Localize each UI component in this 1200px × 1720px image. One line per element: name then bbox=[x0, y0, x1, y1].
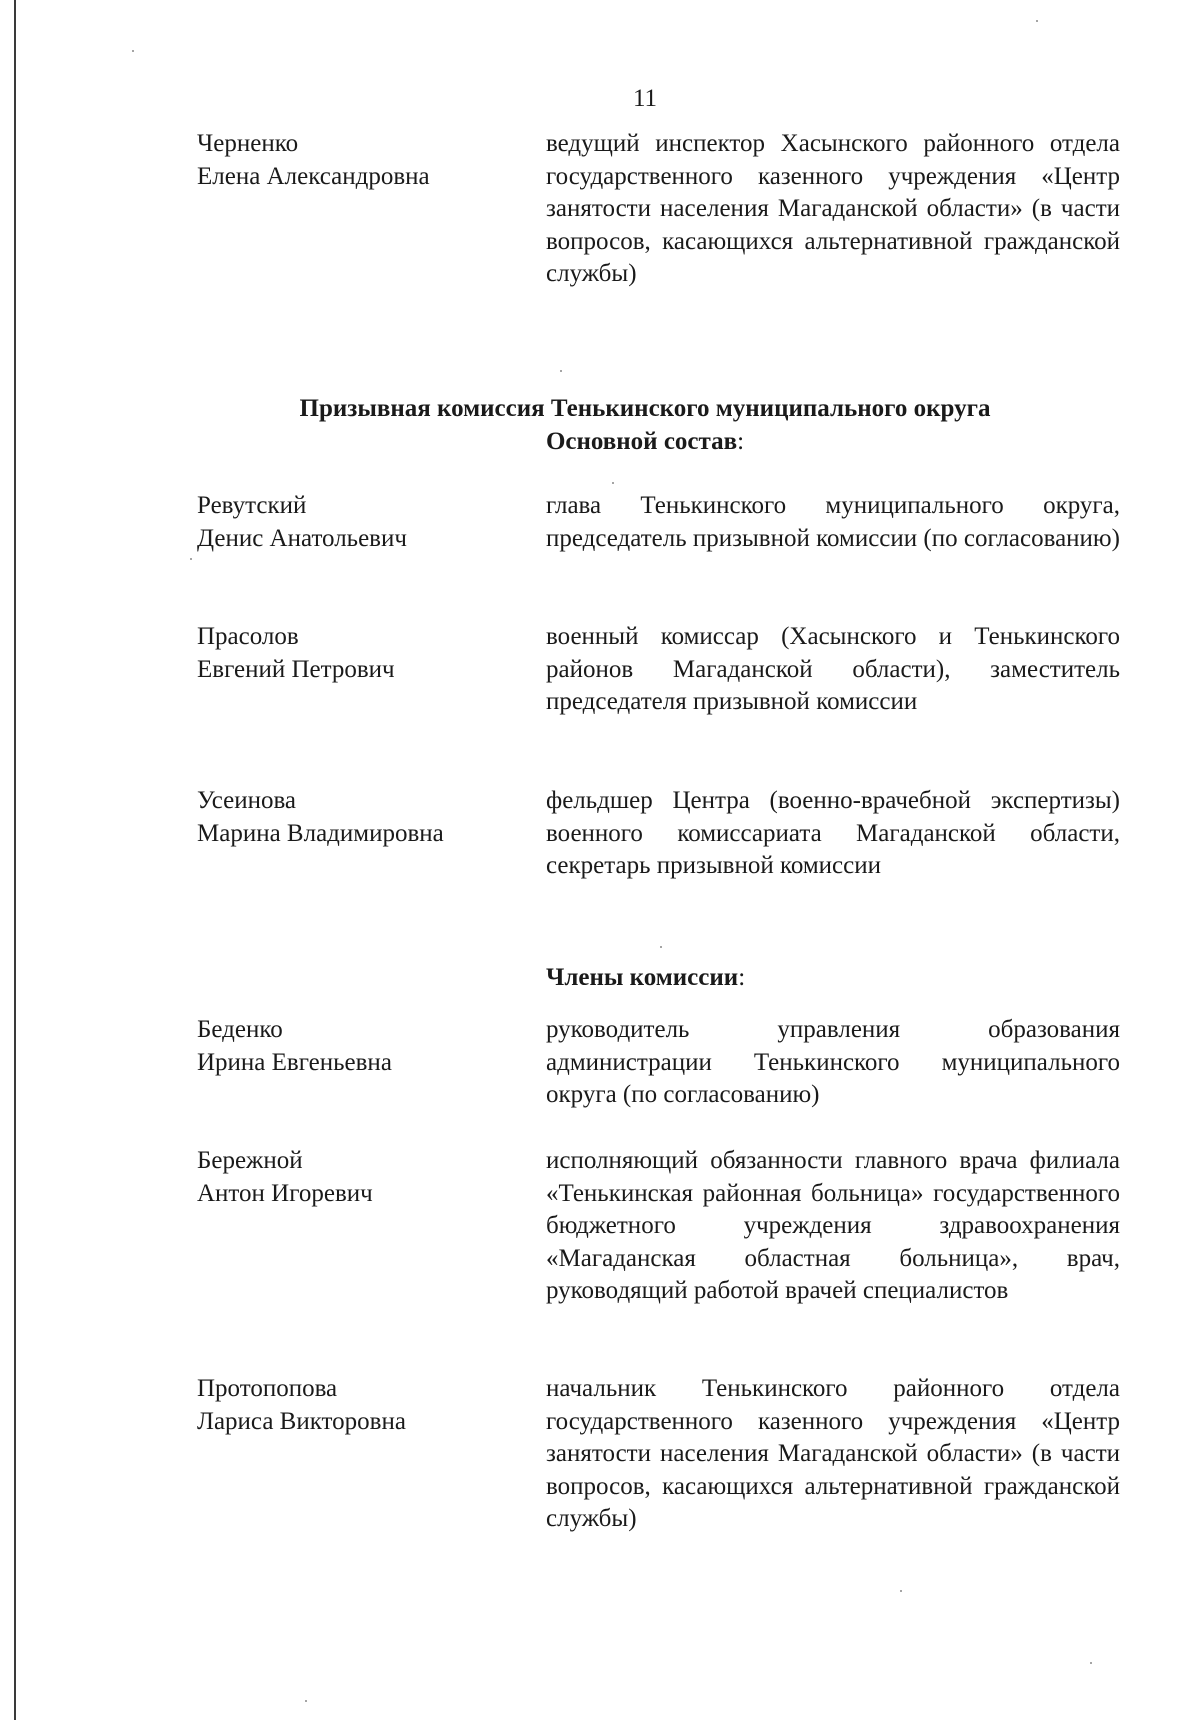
person-position: фельдшер Центра (военно-врачебной экспертизы) военного комиссариата Магаданской области, секретарь призывной комиссии bbox=[546, 787, 1120, 879]
person-given-names: Лариса Викторовна bbox=[197, 1407, 406, 1435]
person-surname: Черненко bbox=[197, 130, 299, 157]
person-position: глава Тенькинского муниципального округа, председатель призывной комиссии (по согласованию) bbox=[546, 492, 1120, 552]
person-given-names: Денис Анатольевич bbox=[197, 524, 407, 552]
scan-speck bbox=[660, 946, 662, 948]
person-surname: Бережной bbox=[197, 1147, 303, 1174]
person-given-names: Ирина Евгеньевна bbox=[197, 1048, 392, 1076]
person-name bbox=[197, 1373, 517, 1438]
scan-speck bbox=[190, 558, 192, 560]
scan-speck bbox=[612, 482, 614, 484]
person-position: руководитель управления образования администрации Тенькинского муниципального округа (по согласованию) bbox=[546, 1016, 1120, 1108]
scan-edge-line bbox=[14, 0, 16, 1720]
person-position: начальник Тенькинского районного отдела государственного казенного учреждения «Центр занятости населения Магаданской области» (в части вопросов, касающихся альтернативной гражданской службы) bbox=[546, 1375, 1120, 1532]
scan-speck bbox=[132, 50, 134, 52]
person-surname: Прасолов bbox=[197, 623, 299, 650]
person-name bbox=[197, 128, 517, 193]
commission-title: Призывная комиссия Тенькинского муниципального округа bbox=[299, 395, 991, 422]
person-position: военный комиссар (Хасынского и Тенькинского районов Магаданской области), заместитель председателя призывной комиссии bbox=[546, 623, 1120, 715]
person-given-names: Марина Владимировна bbox=[197, 819, 444, 847]
person-given-names: Елена Александровна bbox=[197, 162, 430, 190]
commission-heading bbox=[0, 392, 1200, 458]
person-position: ведущий инспектор Хасынского районного отдела государственного казенного учреждения «Центр занятости населения Магаданской области» (в части вопросов, касающихся альтернативной гражданской службы) bbox=[546, 130, 1120, 287]
scan-speck bbox=[305, 1700, 307, 1702]
scan-speck bbox=[1090, 1662, 1092, 1664]
person-surname: Усеинова bbox=[197, 787, 297, 814]
person-name bbox=[197, 1145, 517, 1210]
person-surname: Ревутский bbox=[197, 492, 307, 519]
person-given-names: Антон Игоревич bbox=[197, 1179, 373, 1207]
members-heading: Члены комиссии: bbox=[546, 964, 746, 991]
main-composition-heading: Основной состав: bbox=[545, 428, 745, 455]
person-given-names: Евгений Петрович bbox=[197, 655, 395, 683]
scan-speck bbox=[1036, 20, 1038, 22]
person-surname: Протопопова bbox=[197, 1375, 338, 1402]
scan-speck bbox=[560, 370, 562, 372]
person-name bbox=[197, 490, 517, 555]
person-name bbox=[197, 621, 517, 686]
page-number: 11 bbox=[632, 85, 658, 112]
scan-speck bbox=[900, 1590, 902, 1592]
person-surname: Беденко bbox=[197, 1016, 283, 1043]
person-name bbox=[197, 785, 517, 850]
person-name bbox=[197, 1014, 517, 1079]
person-position: исполняющий обязанности главного врача филиала «Тенькинская районная больница» государственного бюджетного учреждения здравоохранения «Магаданская областная больница», врач, руководящий работой врачей специалистов bbox=[546, 1147, 1120, 1304]
